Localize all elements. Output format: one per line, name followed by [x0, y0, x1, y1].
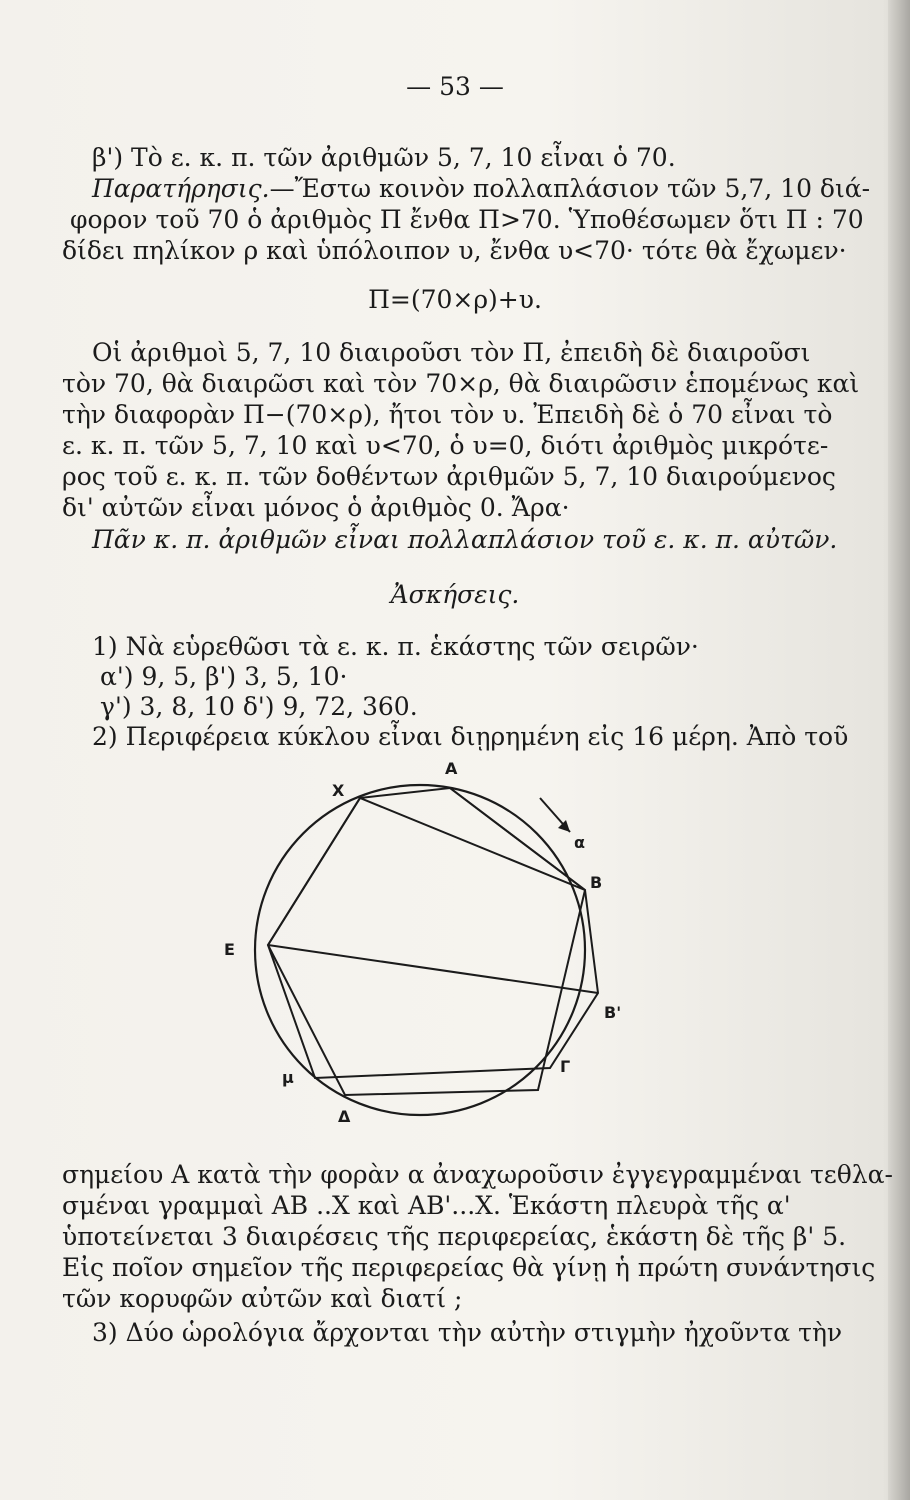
exercise-1: 1) Νὰ εὑρεθῶσι τὰ ε. κ. π. ἑκάστης τῶν σειρῶν· [92, 632, 699, 661]
label-E: Ε [224, 940, 235, 959]
text-line-10: δι' αὐτῶν εἶναι μόνος ὁ ἀριθμὸς 0. Ἄρα· [62, 493, 570, 522]
chord-e-b2 [268, 945, 598, 993]
exercise-1-c-d: γ') 3, 8, 10 δ') 9, 72, 360. [100, 692, 418, 721]
exercise-2: 2) Περιφέρεια κύκλου εἶναι διῃρημένη εἰς 16 μέρη. Ἀπὸ τοῦ [92, 722, 849, 751]
text-line-3: φορον τοῦ 70 ὁ ἀριθμὸς Π ἔνθα Π>70. Ὑποθέσωμεν ὅτι Π : 70 [70, 205, 864, 234]
text-line-11: σημείου Α κατὰ τὴν φορὰν α ἀναχωροῦσιν ἐγγεγραμμέναι τεθλα- [62, 1160, 893, 1189]
text-line-5: Οἱ ἀριθμοὶ 5, 7, 10 διαιροῦσι τὸν Π, ἐπειδὴ δὲ διαιροῦσι [92, 338, 811, 367]
text-line-13: ὑποτείνεται 3 διαιρέσεις τῆς περιφερείας, ἑκάστη δὲ τῆς β' 5. [62, 1222, 847, 1251]
label-Gamma: Γ [560, 1057, 571, 1076]
label-B: Β [590, 873, 603, 892]
label-alpha: α [574, 833, 585, 852]
text-line-1: β') Τὸ ε. κ. π. τῶν ἀριθμῶν 5, 7, 10 εἶναι ὁ 70. [92, 143, 676, 172]
label-A: Α [445, 759, 458, 778]
text-line-8: ε. κ. π. τῶν 5, 7, 10 καὶ υ<70, ὁ υ=0, διότι ἀριθμὸς μικρότε- [62, 431, 829, 460]
theorem-line: Πᾶν κ. π. ἀριθμῶν εἶναι πολλαπλάσιον τοῦ ε. κ. π. αὐτῶν. [92, 525, 838, 554]
exercise-3: 3) Δύο ὡρολόγια ἄρχονται τὴν αὐτὴν στιγμὴν ἠχοῦντα τὴν [92, 1318, 843, 1347]
polygon-a [268, 788, 598, 1078]
label-X: Χ [332, 781, 345, 800]
exercise-1-a-b: α') 9, 5, β') 3, 5, 10· [100, 662, 348, 691]
text-line-2 [92, 174, 870, 204]
text-line-6: τὸν 70, θὰ διαιρῶσι καὶ τὸν 70×ρ, θὰ διαιρῶσιν ἑπομένως καὶ [62, 369, 860, 398]
remark-text: —Ἔστω κοινὸν πολλαπλάσιον τῶν 5,7, 10 διά- [269, 174, 871, 203]
inscribed-polygons-figure [220, 750, 640, 1130]
label-Delta: Δ [338, 1107, 351, 1126]
text-line-14: Εἰς ποῖον σημεῖον τῆς περιφερείας θὰ γίνῃ ἡ πρώτη συνάντησις [62, 1253, 876, 1282]
remark-label: Παρατήρησις. [92, 174, 270, 203]
exercises-heading: Ἀσκήσεις. [390, 580, 520, 609]
text-line-9: ρος τοῦ ε. κ. π. τῶν δοθέντων ἀριθμῶν 5, 7, 10 διαιρούμενος [62, 462, 836, 491]
text-line-7: τὴν διαφορὰν Π−(70×ρ), ἤτοι τὸν υ. Ἐπειδὴ δὲ ὁ 70 εἶναι τὸ [62, 400, 833, 429]
text-line-12: σμέναι γραμμαὶ ΑΒ ..Χ καὶ ΑΒ'...Χ. Ἑκάστη πλευρὰ τῆς α' [62, 1191, 791, 1220]
formula: Π=(70×ρ)+υ. [368, 285, 542, 314]
label-mu: μ [282, 1068, 294, 1087]
text-line-4: δίδει πηλίκον ρ καὶ ὑπόλοιπον υ, ἔνθα υ<70· τότε θὰ ἔχωμεν· [62, 236, 847, 265]
page-number: — 53 — [406, 72, 504, 101]
book-spine-shadow [888, 0, 910, 1500]
label-B-prime: Β' [604, 1003, 622, 1022]
text-line-15: τῶν κορυφῶν αὐτῶν καὶ διατί ; [62, 1284, 463, 1313]
